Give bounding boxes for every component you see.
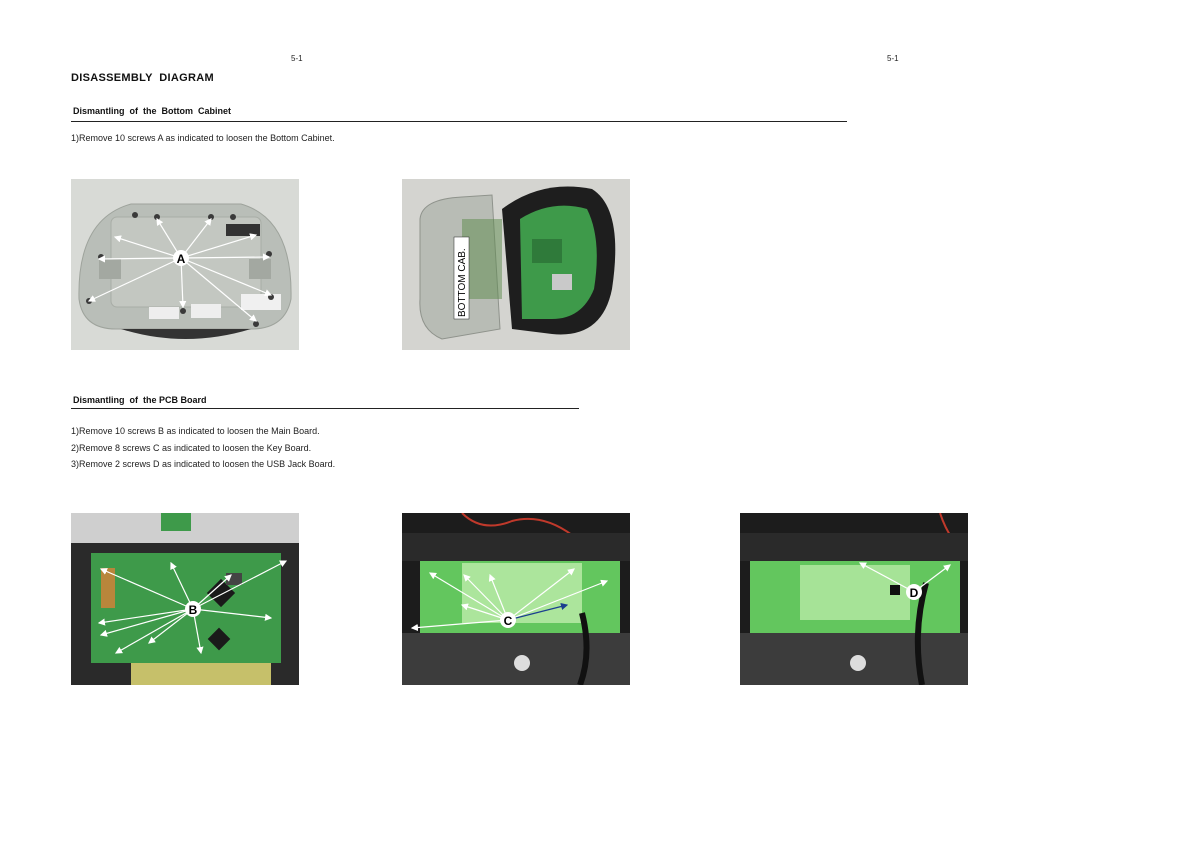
- instruction-step: 1)Remove 10 screws A as indicated to loosen the Bottom Cabinet.: [71, 133, 335, 143]
- page-title: DISASSEMBLY DIAGRAM: [71, 72, 214, 84]
- callout-c: C: [503, 614, 513, 628]
- bottom-cabinet-photo: [71, 179, 299, 350]
- instruction-step-2: 2)Remove 8 screws C as indicated to loosen the Key Board.: [71, 443, 312, 453]
- instruction-step-3: 3)Remove 2 screws D as indicated to loosen the USB Jack Board.: [71, 459, 336, 469]
- page-number-right: 5-1: [887, 54, 899, 63]
- section-heading-bottom-cabinet: Dismantling of the Bottom Cabinet: [73, 106, 231, 116]
- callout-a: A: [176, 252, 186, 266]
- main-board-photo: [71, 513, 299, 685]
- usb-jack-board-photo: [740, 513, 968, 685]
- callout-b: B: [188, 603, 198, 617]
- opened-unit-photo: [402, 179, 630, 350]
- page-number-left: 5-1: [291, 54, 303, 63]
- bottom-cab-label: BOTTOM CAB.: [457, 248, 468, 317]
- instruction-step-1: 1)Remove 10 screws B as indicated to loosen the Main Board.: [71, 426, 320, 436]
- key-board-photo: [402, 513, 630, 685]
- section-heading-pcb-board: Dismantling of the PCB Board: [73, 395, 207, 405]
- section-divider: [71, 121, 847, 122]
- section-divider: [71, 408, 579, 409]
- callout-d: D: [909, 586, 919, 600]
